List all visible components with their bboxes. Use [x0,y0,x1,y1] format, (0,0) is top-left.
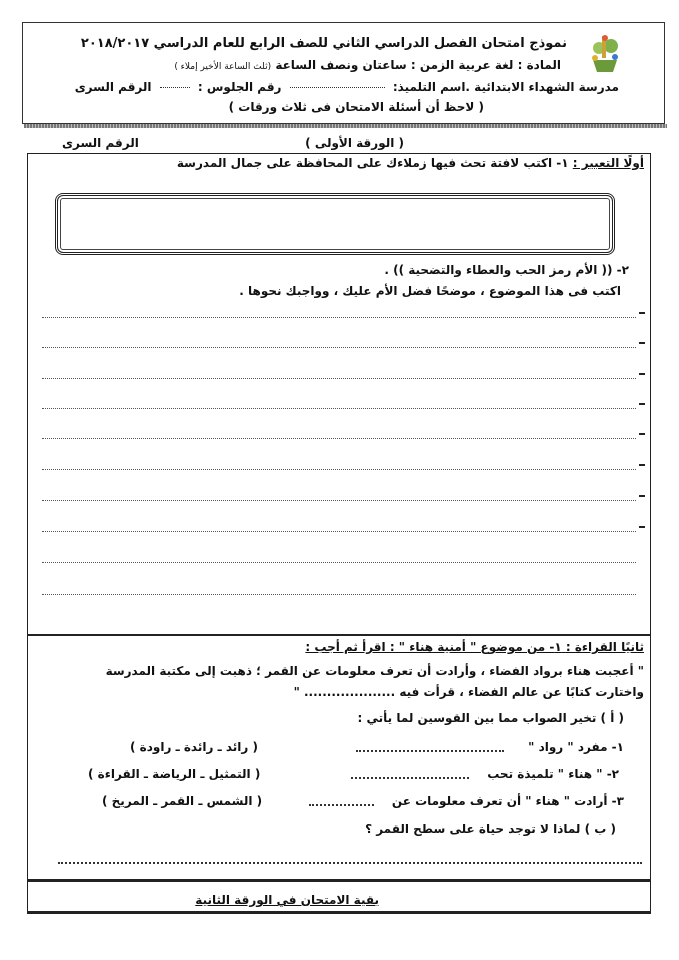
essay-line[interactable] [42,408,636,409]
essay-line[interactable] [42,378,636,379]
subject-text: المادة : لغة عربية الزمن : ساعتان ونصف الساعة [275,58,561,72]
line-dash-marker [639,526,645,528]
school-name-label: مدرسة الشهداء الابتدائية .اسم التلميذ: [392,80,619,94]
q2-title: ٢- (( الأم رمز الحب والعطاء والتضحية )) . [384,263,629,277]
line-dash-marker [639,495,645,497]
mcq-item-3-question: ٣- أرادت " هناء " أن تعرف معلومات عن [391,794,624,808]
bottom-border [27,911,651,914]
passage-line-1: " أعجبت هناء برواد الفضاء ، وأرادت أن تعرف معلومات عن القمر ؛ ذهبت إلى مكتبة المدرسة [105,664,644,678]
essay-line[interactable] [42,562,636,563]
section-divider [27,634,651,636]
student-info-line [75,80,619,94]
exam-title: نموذج امتحان الفصل الدراسي الثاني للصف الرابع للعام الدراسي ٢٠١٨/٢٠١٧ [80,36,567,51]
footer-note: بقية الامتحان في الورقة الثانية [195,893,379,907]
mcq-item-2-options: ( التمثيل ـ الرياضة ـ القراءة ) [88,767,261,781]
section1-heading: أولًا التعبير : [572,156,644,170]
school-logo-icon [585,30,625,75]
line-dash-marker [639,464,645,466]
essay-line[interactable] [42,317,636,318]
essay-line[interactable] [42,438,636,439]
mcq-item-1-options: ( رائد ـ رائدة ـ راودة ) [130,740,258,754]
mcq-item-3-options: ( الشمس ـ القمر ـ المريخ ) [102,794,263,808]
secret-number-box-label: الرقم السرى [62,136,139,150]
line-dash-marker [639,342,645,344]
student-name-field[interactable] [290,87,385,88]
secret-number-label: الرقم السرى [74,80,152,94]
part-b-question: ( ب ) لماذا لا توجد حياة على سطح القمر ؟ [365,822,616,836]
section2-heading: ثانيًا القراءة : [565,640,644,654]
line-dash-marker [639,312,645,314]
essay-line[interactable] [42,469,636,470]
exam-note: ( لاحظ أن أسئلة الامتحان فى ثلاث ورقات ) [228,100,484,114]
mcq-item-2-question: ٢- " هناء " تلميذة تحب [487,767,619,781]
line-dash-marker [639,373,645,375]
line-dash-marker [639,403,645,405]
line-dash-marker [639,433,645,435]
essay-line[interactable] [42,594,636,595]
mcq-item-1-answer[interactable] [356,750,504,752]
q1-text: ١- اكتب لافتة تحث فيها زملاءك على المحافظة على جمال المدرسة [176,156,569,170]
essay-line[interactable] [42,500,636,501]
page-label: ( الورقة الأولى ) [305,136,404,150]
subject-note: (ثلث الساعة الأخير إملاء ) [174,62,272,72]
section1-question1 [177,156,644,170]
essay-line[interactable] [42,347,636,348]
passage-line-2: واختارت كتابًا عن عالم الفضاء ، قرأت فيه .................... " [293,685,644,699]
section2-heading-line [305,640,644,654]
mcq-item-3-answer[interactable] [309,804,374,806]
q2-text: اكتب فى هذا الموضوع ، موضحًا فضل الأم عليك ، وواجبك نحوها . [239,284,621,298]
part-a-instruction: ( أ ) تخير الصواب مما بين القوسين لما يأتي : [357,711,624,725]
seat-number-label: رقم الجلوس : [197,80,282,94]
part-b-answer[interactable] [58,862,642,864]
mcq-item-1-question: ١- مفرد " رواد " [528,740,624,754]
banner-answer-box[interactable] [55,193,615,255]
essay-line[interactable] [42,531,636,532]
section2-heading-rest: ١- من موضوع " أمنية هناء " : اقرأ ثم أجب : [305,640,562,654]
seat-number-field[interactable] [160,87,190,88]
header-shadow [24,124,667,128]
footer-divider [27,879,651,882]
mcq-item-2-answer[interactable] [351,777,469,779]
subject-line [174,58,561,72]
